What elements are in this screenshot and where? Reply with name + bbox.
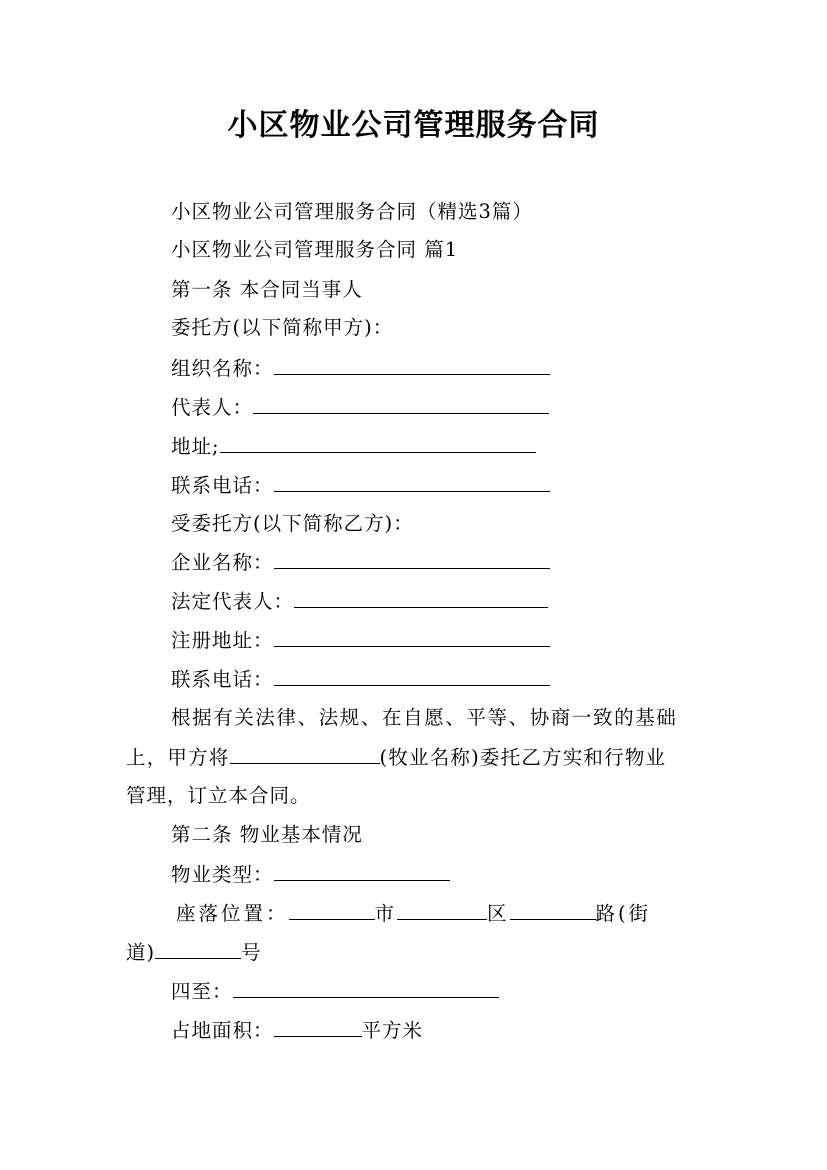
blank-field [289,901,375,920]
blank-field [230,745,380,764]
field-label: 注册地址： [171,629,274,652]
party-b-phone-row [171,667,550,692]
party-a-org-name-row [171,356,550,381]
road-label: 路(街 [595,902,652,925]
blank-field [155,940,241,959]
blank-field [220,434,536,453]
blank-field [233,979,499,998]
party-b-address-row [171,628,550,653]
party-a-representative-row [171,395,549,420]
blank-field [397,901,487,920]
property-type-row [171,862,450,887]
field-label: 占地面积： [171,1019,274,1042]
section-heading-line: 小区物业公司管理服务合同 篇1 [171,238,459,261]
boundaries-row [171,979,499,1004]
field-label: 四至： [171,980,233,1003]
blank-field [274,667,550,686]
street-label: 道) [126,941,156,964]
blank-field [274,628,550,647]
paragraph-line: 管理，订立本合同。 [126,784,311,807]
district-label: 区 [487,902,510,925]
blank-field [274,862,450,881]
paragraph-line [126,745,666,770]
number-label: 号 [241,941,262,964]
paragraph-line: 根据有关法律、法规、在自愿、平等、协商一致的基础 [171,706,678,729]
blank-field [294,589,548,608]
field-label: 座落位置： [176,902,289,925]
field-label: 联系电话： [171,474,274,497]
subtitle-line: 小区物业公司管理服务合同（精选3篇） [171,200,533,223]
article-two-heading: 第二条 物业基本情况 [171,823,363,846]
city-label: 市 [374,902,398,925]
field-label: 物业类型： [171,863,274,886]
blank-field [274,550,550,569]
field-label: 联系电话： [171,668,274,691]
field-label: 组织名称： [171,357,274,380]
blank-field [274,473,550,492]
blank-field [274,1018,362,1037]
party-a-phone-row [171,473,550,498]
paragraph-text: (牧业名称)委托乙方实和行物业 [379,746,667,769]
party-b-heading: 受委托方(以下简称乙方)： [171,512,414,535]
location-row [176,901,651,926]
land-area-row [171,1018,423,1043]
party-a-address-row [171,434,536,459]
party-b-company-row [171,550,550,575]
paragraph-text: 上，甲方将 [126,746,230,769]
blank-field [274,356,550,375]
article-one-heading: 第一条 本合同当事人 [171,278,363,301]
field-label: 地址; [171,435,220,458]
document-title: 小区物业公司管理服务合同 [227,108,600,143]
field-label: 代表人： [171,396,254,419]
field-label: 企业名称： [171,551,274,574]
field-label: 法定代表人： [171,590,295,613]
party-a-heading: 委托方(以下简称甲方)： [171,316,394,339]
unit-label: 平方米 [361,1019,424,1042]
party-b-legal-rep-row [171,589,548,614]
location-row-continued [126,940,262,965]
blank-field [510,901,596,920]
blank-field [253,395,549,414]
